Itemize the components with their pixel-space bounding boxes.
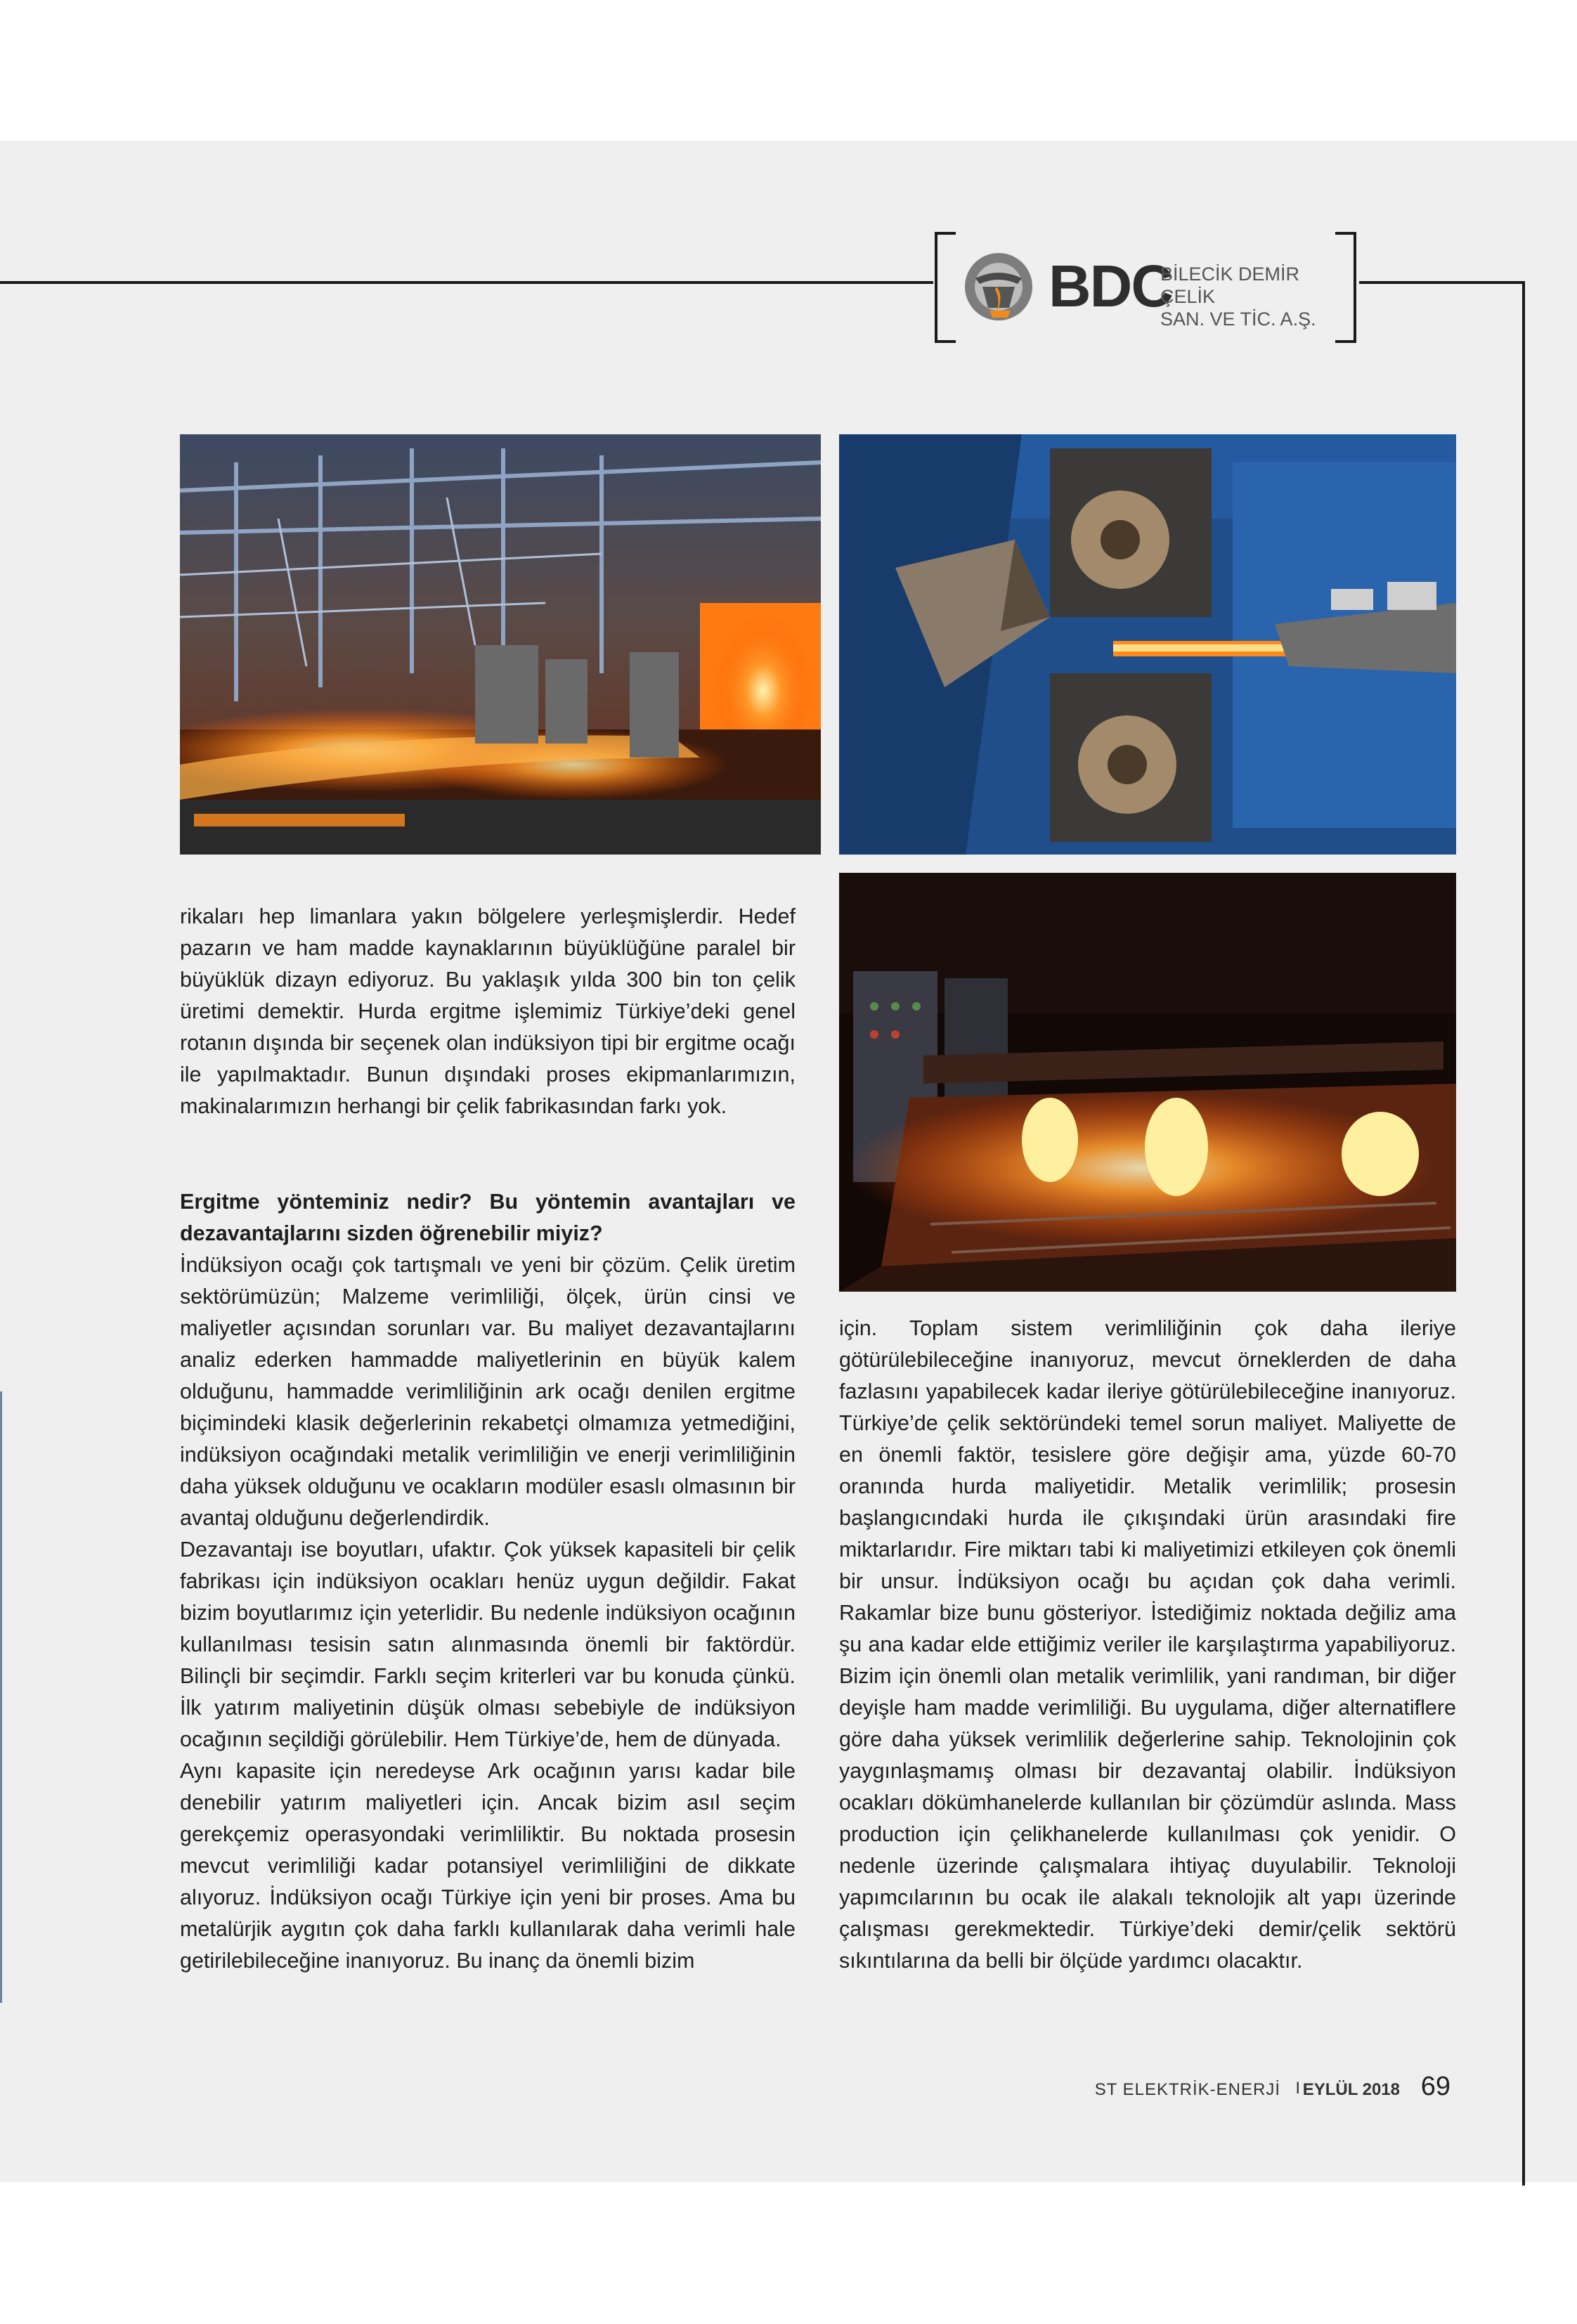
company-logo (960, 247, 1339, 330)
answer-paragraph-1: İndüksiyon ocağı çok tartışmalı ve yeni bir çözüm. Çelik üretim sektörümüzün; Malzeme verimliliği, ölçek, ürün cinsi ve maliyetler açısından sorunları var. Bu maliyet dezavantajlarını analiz ederken hammadde maliyetlerinin en büyük kalem olduğunu, hammadde verimliliğinin ark ocağı denilen ergitme biçimindeki klasik değerlerinin rekabetçi olmamıza yetmediğini, indüksiyon ocağındaki metalik verimliliğin ve enerji verimliliğinin daha yüksek olduğunu ve ocakların modüler esaslı olmasının bir avantaj olduğunu değerlendirdik. (180, 1253, 796, 1530)
page-footer (1040, 2072, 1456, 2107)
logo-wordmark: BDC (1049, 253, 1172, 319)
left-column-body (180, 1186, 796, 1977)
page-border-right (1522, 281, 1525, 2186)
magazine-name: ST ELEKTRİK-ENERJİ (1094, 2080, 1280, 2099)
right-column-body: için. Toplam sistem verimliliğinin çok daha ileriye götürülebileceğine inanıyoruz, mevcut örneklerden de daha fazlasını yapabilecek kadar ileriye götürülebileceğine inanıyoruz. Türkiye’de çelik sektöründeki temel sorun maliyet. Maliyette de en önemli faktör, tesislere göre değişir ama, yüzde 60-70 oranında hurda maliyetidir. Metalik verimlilik; prosesin başlangıcındaki hurda ile çıkışındaki ürün arasındaki fire miktarlarıdır. Fire miktarı tabi ki maliyetimizi etkileyen çok önemli bir unsur. İndüksiyon ocağı bu açıdan çok daha verimli. Rakamlar bize bunu gösteriyor. İstediğimiz noktada değiliz ama şu ana kadar elde ettiğimiz veriler ile karşılaştırma yapabiliyoruz. Bizim için önemli olan metalik verimlilik, yani randıman, bir diğer deyişle ham madde verimliliği. Bu uygulama, diğer alternatiflere göre daha yüksek verimlilik değerlerine sahip. Teknolojinin çok yaygınlaşmamış olması bir dezavantaj olabilir. İndüksiyon ocakları dökümhanelerde kullanılan bir çözümdür aslında. Mass production için çelikhanelerde kullanılması çok yenidir. O nedenle üzerinde çalışmalara ihtiyaç duyulabilir. Teknoloji yapımcılarının bu ocak ile alakalı teknolojik alt yapı üzerinde çalışması gerekmektedir. Türkiye’deki demir/çelik sektörü sıkıntılarına da belli bir ölçüde yardımcı olacaktır. (839, 1316, 1456, 1973)
company-name (1160, 263, 1343, 330)
header-rule-left (0, 281, 933, 284)
logo-bracket-left (935, 232, 956, 343)
answer-paragraph-3: Aynı kapasite için neredeyse Ark ocağının yarısı kadar bile denebilir yatırım maliyetleri için. Ancak bizim asıl seçim gerekçemiz operasyondaki verimliliktir. Bu noktada prosesin mevcut verimliliği kadar potansiyel verimliliğini de dikkate alıyoruz. İndüksiyon ocağı Türkiye için yeni bir proses. Ama bu metalürjik aygıtın çok daha farklı kullanılarak daha verimli hale getirilebileceğine inanıyoruz. Bu inanç da önemli bizim (180, 1759, 796, 1973)
induction-furnace-photo (839, 873, 1456, 1292)
ladle-logo-icon (961, 252, 1036, 322)
interview-question: Ergitme yönteminiz nedir? Bu yöntemin avantajları ve dezavantajlarını sizden öğrenebilir miyiz? (180, 1190, 796, 1245)
left-column-intro: rikaları hep limanlara yakın bölgelere yerleşmişlerdir. Hedef pazarın ve ham madde kaynaklarının büyüklüğüne paralel bir büyüklük dizayn ediyoruz. Bu yaklaşık yılda 300 bin ton çelik üretimi demektir. Hurda ergitme işlemimiz Türkiye’deki genel rotanın dışında bir seçenek olan indüksiyon tipi bir ergitme ocağı ile yapılmaktadır. Bunun dışındaki proses ekipmanlarımızın, makinalarımızın herhangi bir çelik fabrikasından farkı yok. (180, 904, 796, 1118)
footer-separator: I (1295, 2079, 1300, 2098)
issue-date: EYLÜL 2018 (1302, 2080, 1400, 2099)
company-name-line1: BİLECİK DEMİR ÇELİK (1160, 264, 1300, 307)
header-rule-right (1359, 281, 1525, 284)
company-name-line2: SAN. VE TİC. A.Ş. (1160, 309, 1316, 330)
page-number: 69 (1420, 2072, 1451, 2101)
edge-mark (0, 1391, 2, 2003)
rolling-rollers-closeup-photo (839, 434, 1456, 855)
rolling-mill-hall-photo (180, 434, 821, 855)
answer-paragraph-2: Dezavantajı ise boyutları, ufaktır. Çok yüksek kapasiteli bir çelik fabrikası için indüksiyon ocakları henüz uygun değildir. Fakat bizim boyutlarımız için yeterlidir. Bu nedenle indüksiyon ocağının kullanılması tesisin satın alınmasında önemli bir faktördür. Bilinçli bir seçimdir. Farklı seçim kriterleri var bu konuda çünkü. İlk yatırım maliyetinin düşük olması sebebiyle de indüksiyon ocağının seçildiği görülebilir. Hem Türkiye’de, hem de dünyada. (180, 1538, 796, 1751)
